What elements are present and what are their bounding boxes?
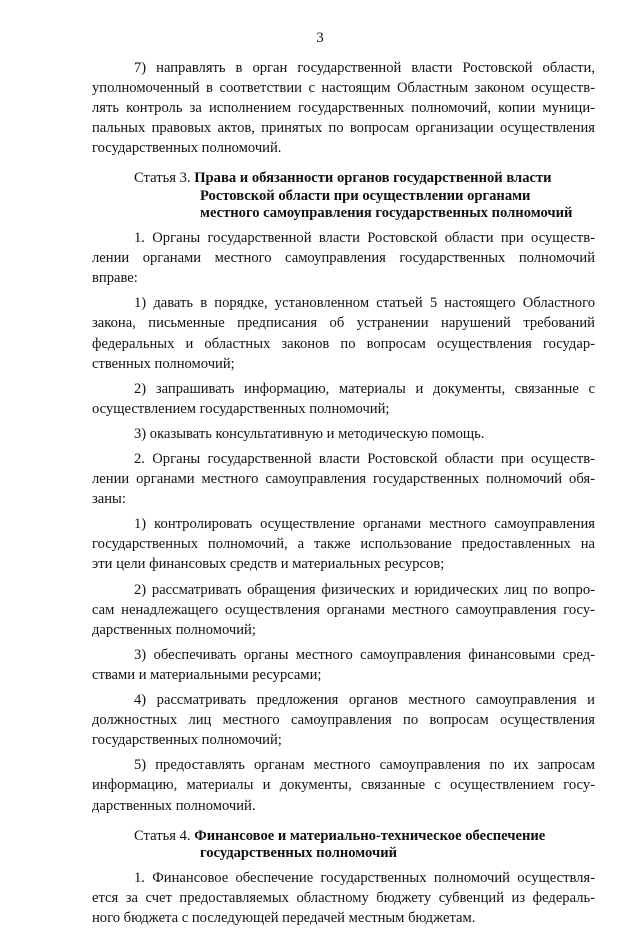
paragraph-line: государственных полномочий; bbox=[92, 732, 282, 749]
paragraph bbox=[92, 690, 595, 750]
paragraph bbox=[92, 58, 595, 158]
paragraph bbox=[92, 293, 595, 373]
paragraph-line: должностных лиц местного самоуправления по вопросам осуществления bbox=[92, 712, 595, 729]
article-3-title-line: местного самоуправления государственных полномочий bbox=[200, 204, 573, 221]
paragraph-line: 2) рассматривать обращения физических и юридических лиц по вопро- bbox=[134, 581, 595, 598]
paragraph bbox=[92, 449, 595, 509]
paragraph-line: лять контроль за исполнением государственных полномочий, копии муници- bbox=[92, 100, 595, 117]
paragraph-line: 2) запрашивать информацию, материалы и документы, связанные с bbox=[134, 380, 595, 397]
paragraph-line: лении органами местного самоуправления государственных полномочий bbox=[92, 250, 595, 267]
paragraph bbox=[92, 645, 595, 685]
paragraph-line: пальных правовых актов, принятых по вопросам организации осуществления bbox=[92, 120, 595, 137]
paragraph-line: дарственных полномочий. bbox=[92, 797, 256, 814]
paragraph-line: осуществлением государственных полномочий; bbox=[92, 400, 390, 417]
paragraph-line: информацию, материалы и документы, связанные с осуществлением госу- bbox=[92, 777, 595, 794]
paragraph-line: ного бюджета с последующей передачей местным бюджетам. bbox=[92, 910, 476, 927]
paragraph-line: 1. Финансовое обеспечение государственных полномочий осуществля- bbox=[134, 870, 595, 887]
paragraph-line: 1. Органы государственной власти Ростовской области при осуществ- bbox=[134, 230, 595, 247]
article-4-heading bbox=[92, 828, 595, 862]
paragraph-line: 3) обеспечивать органы местного самоуправления финансовыми сред- bbox=[134, 646, 595, 663]
paragraph bbox=[92, 424, 595, 444]
article-3-label: Статья 3. bbox=[134, 170, 191, 187]
article-4-title-line: государственных полномочий bbox=[200, 844, 398, 861]
paragraph-line: 5) предоставлять органам местного самоуправления по их запросам bbox=[134, 757, 595, 774]
paragraph bbox=[92, 379, 595, 419]
paragraph-line: эти цели финансовых средств и материальных ресурсов; bbox=[92, 556, 445, 573]
paragraph-line: федеральных и областных законов по вопросам осуществления государ- bbox=[92, 335, 595, 352]
paragraph-group bbox=[92, 868, 595, 928]
paragraph bbox=[92, 514, 595, 574]
paragraph-line: 4) рассматривать предложения органов местного самоуправления и bbox=[134, 692, 595, 709]
article-3-heading bbox=[92, 170, 595, 222]
paragraph-line: 2. Органы государственной власти Ростовской области при осуществ- bbox=[134, 451, 595, 468]
paragraph bbox=[92, 228, 595, 288]
paragraph-group bbox=[92, 228, 595, 816]
page-number: 3 bbox=[316, 30, 324, 46]
paragraph bbox=[92, 868, 595, 928]
paragraph-line: закона, письменные предписания об устранении нарушений требований bbox=[92, 315, 595, 332]
paragraph-group bbox=[92, 58, 595, 158]
paragraph-line: 1) контролировать осуществление органами местного самоуправления bbox=[134, 516, 595, 533]
article-3-title bbox=[134, 170, 595, 222]
paragraph-line: вправе: bbox=[92, 270, 138, 287]
paragraph-line: 3) оказывать консультативную и методическую помощь. bbox=[134, 425, 485, 442]
paragraph-line: ствами и материальными ресурсами; bbox=[92, 666, 322, 683]
paragraph-line: 7) направлять в орган государственной власти Ростовской области, bbox=[134, 60, 595, 76]
paragraph-line: дарственных полномочий; bbox=[92, 621, 256, 638]
document-body bbox=[92, 58, 595, 933]
paragraph-line: 1) давать в порядке, установленном статьей 5 настоящего Областного bbox=[134, 295, 595, 312]
paragraph bbox=[92, 580, 595, 640]
paragraph-line: ственных полномочий; bbox=[92, 355, 235, 372]
paragraph-line: ется за счет предоставляемых областному бюджету субвенций из федераль- bbox=[92, 890, 595, 907]
paragraph-line: государственных полномочий. bbox=[92, 140, 282, 157]
article-3-title-line: Ростовской области при осуществлении органами bbox=[200, 187, 531, 204]
paragraph bbox=[92, 755, 595, 815]
paragraph-line: государственных полномочий, а также использование предоставленных на bbox=[92, 536, 595, 553]
paragraph-line: заны: bbox=[92, 491, 126, 508]
paragraph-line: сам ненадлежащего осуществления органами местного самоуправления госу- bbox=[92, 601, 595, 618]
paragraph-line: уполномоченный в соответствии с настоящим Областным законом осуществ- bbox=[92, 80, 595, 97]
article-3-title-line: Права и обязанности органов государственной власти bbox=[194, 170, 552, 187]
article-4-label: Статья 4. bbox=[134, 827, 191, 844]
paragraph-line: лении органами местного самоуправления государственных полномочий обя- bbox=[92, 471, 595, 488]
article-4-title-line: Финансовое и материально-техническое обеспечение bbox=[194, 827, 546, 844]
article-4-title bbox=[134, 828, 595, 862]
